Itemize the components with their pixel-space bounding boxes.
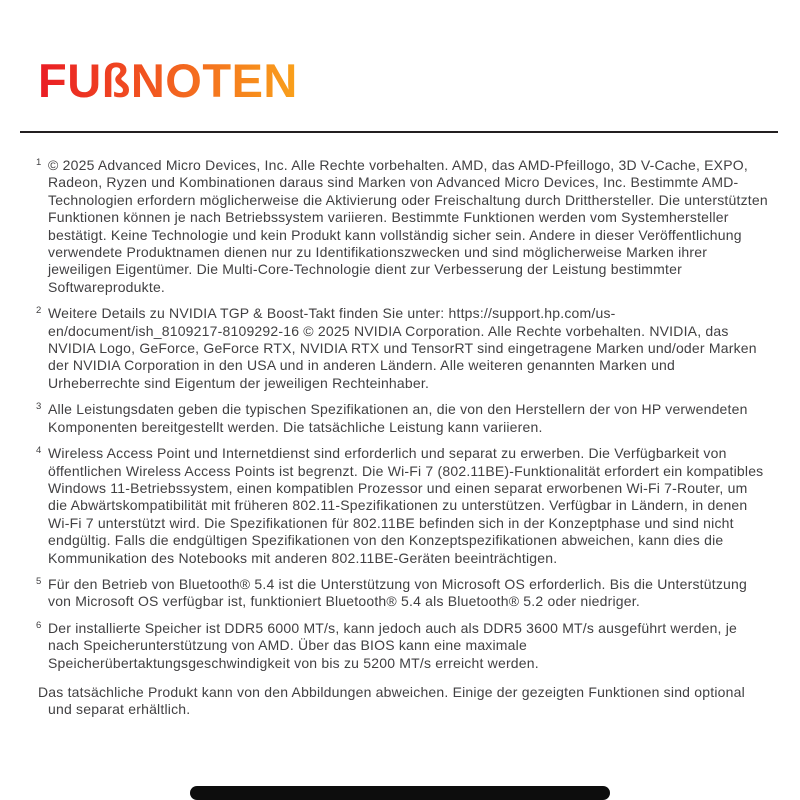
divider-rule: [20, 131, 778, 133]
footnote-marker: 4: [36, 445, 42, 457]
bottom-bar: [190, 786, 610, 800]
footnote-6: [38, 620, 770, 672]
footnote-4: [38, 445, 770, 567]
footnote-text: Weitere Details zu NVIDIA TGP & Boost-Takt finden Sie unter: https://support.hp.com/us-en/document/ish_8109217-8109292-16 © 2025 NVIDIA Corporation. Alle Rechte vorbehalten. NVIDIA, das NVIDIA Logo, GeForce, GeForce RTX, NVIDIA RTX und TensorRT sind eingetragene Marken und/oder Marken der NVIDIA Corporation in den USA und in anderen Ländern. Alle weiteren genannten Marken und Urheberrechte sind Eigentum der jeweiligen Rechteinhaber.: [48, 305, 757, 391]
page-title: FUßNOTEN: [38, 54, 298, 107]
footnote-marker: 2: [36, 305, 42, 317]
footnote-marker: 5: [36, 575, 42, 587]
footnote-2: [38, 305, 770, 392]
footnote-marker: 6: [36, 619, 42, 631]
product-disclaimer: Das tatsächliche Produkt kann von den Abbildungen abweichen. Einige der gezeigten Funktionen sind optional und separat erhältlich.: [38, 683, 745, 718]
footnote-1: [38, 157, 770, 296]
footnote-text: © 2025 Advanced Micro Devices, Inc. Alle Rechte vorbehalten. AMD, das AMD-Pfeillogo, 3D V-Cache, EXPO, Radeon, Ryzen und Kombinationen daraus sind Marken von Advanced Micro Devices, Inc. Bestimmte AMD-Technologien erfordern möglicherweise die Aktivierung oder Freischaltung durch Dritthersteller. Die unterstützten Funktionen können je nach Betriebssystem variieren. Bestimmte Funktionen werden vom Systemhersteller bestätigt. Keine Technologie und kein Produkt kann vollständig sicher sein. Andere in dieser Veröffentlichung verwendete Produktnamen dienen nur zu Identifikationszwecken und sind möglicherweise Marken ihrer jeweiligen Eigentümer. Die Multi-Core-Technologie dient zur Verbesserung der Leistung bestimmter Softwareprodukte.: [48, 157, 768, 295]
footnote-marker: 1: [36, 157, 42, 168]
footnote-text: Für den Betrieb von Bluetooth® 5.4 ist die Unterstützung von Microsoft OS erforderlich. Bis die Unterstützung von Microsoft OS verfügbar ist, funktioniert Bluetooth® 5.4 als Bluetooth® 5.2 oder niedriger.: [48, 575, 748, 610]
footnote-5: [38, 576, 770, 611]
footnote-3: [38, 401, 770, 436]
footnote-text: Wireless Access Point und Internetdienst sind erforderlich und separat zu erwerben. Die Verfügbarkeit von öffentlichen Wireless Access Points ist begrenzt. Die Wi-Fi 7 (802.11BE)-Funktionalität erfordert ein kompatibles Windows 11-Betriebssystem, einen kompatiblen Prozessor und einen separat erworbenen Wi-Fi 7-Router, um die Abwärtskompatibilität mit früheren 802.11-Spezifikationen zu unterstützen. Verfügbar in Ländern, in denen Wi-Fi 7 unterstützt wird. Die Spezifikationen für 802.11BE befinden sich in der Konzeptphase und sind nicht endgültig. Falls die endgültigen Spezifikationen von den Konzeptspezifikationen abweichen, kann dies die Kommunikation des Notebooks mit anderen 802.11BE-Geräten beeinträchtigen.: [48, 445, 764, 566]
footnote-text: Alle Leistungsdaten geben die typischen Spezifikationen an, die von den Herstellern der von HP verwendeten Komponenten bereitgestellt werden. Die tatsächliche Leistung kann variieren.: [48, 401, 748, 435]
footnote-marker: 3: [36, 401, 42, 413]
footnote-text: Der installierte Speicher ist DDR5 6000 MT/s, kann jedoch auch als DDR5 3600 MT/s ausgeführt werden, je nach Speicherunterstützung von AMD. Über das BIOS kann eine maximale Speicherübertaktungsgeschwindigkeit von bis zu 5200 MT/s erreicht werden.: [48, 619, 738, 671]
footnotes-list: [38, 157, 770, 719]
